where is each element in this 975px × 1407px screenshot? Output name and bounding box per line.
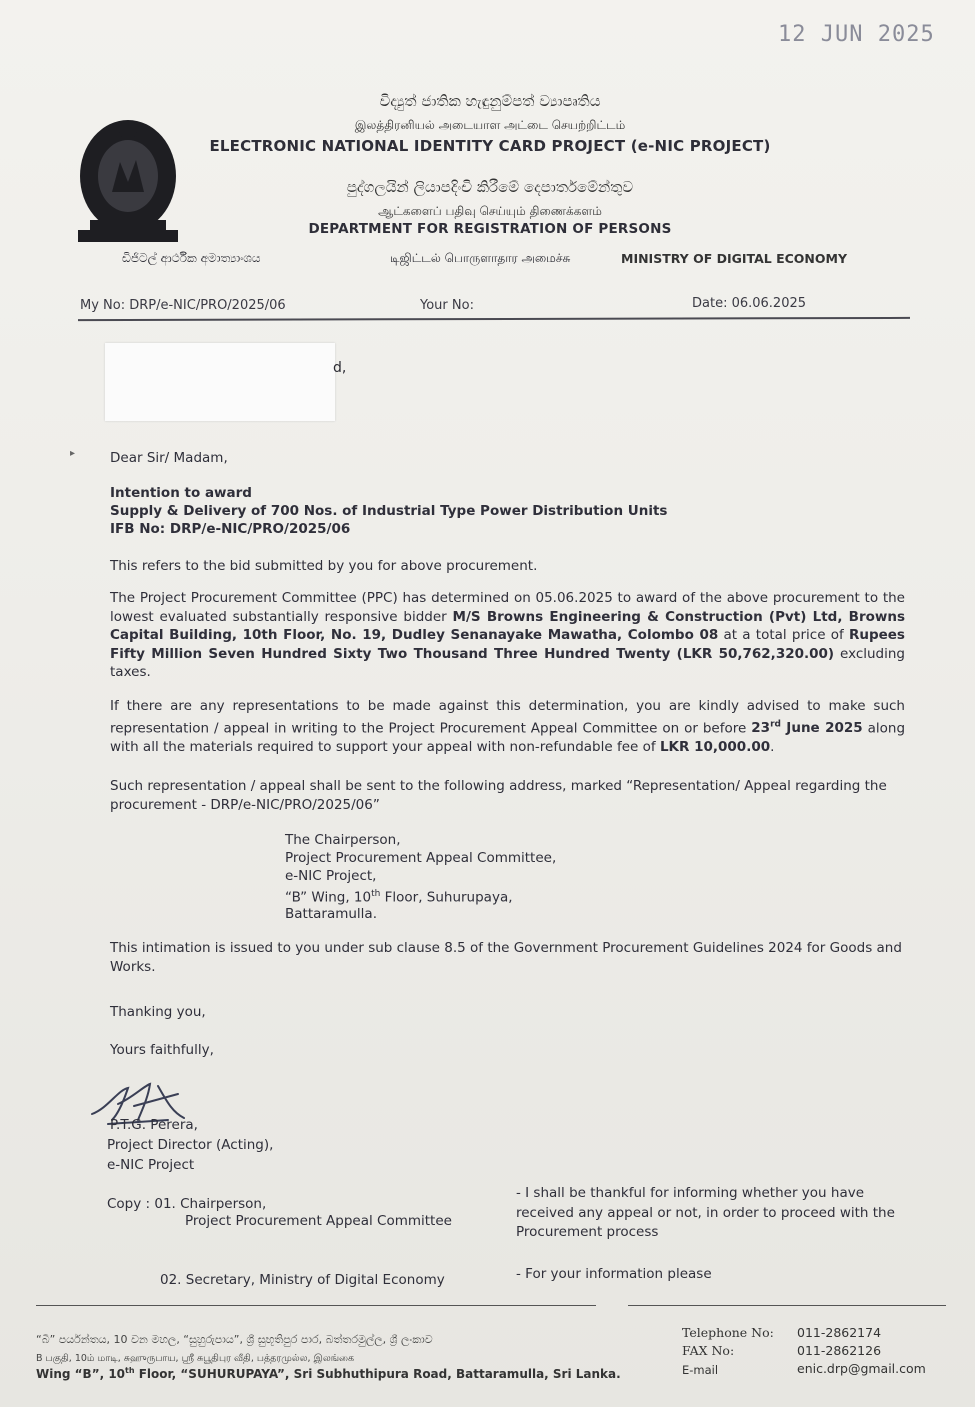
copy-1-note: - I shall be thankful for informing whether you have received any appeal or not, in order to proceed with the Procurement process bbox=[516, 1185, 895, 1240]
award-price: Rupees Fifty Million Seven Hundred Sixty Two Thousand Three Hundred Twenty (LKR 50,762,320.00) bbox=[110, 627, 905, 662]
copy-1-recipient: Project Procurement Appeal Committee bbox=[185, 1213, 452, 1229]
closing-thanks: Thanking you, bbox=[110, 1004, 206, 1020]
addressee-tail: d, bbox=[333, 360, 347, 376]
paragraph-reference: This refers to the bid submitted by you for above procurement. bbox=[110, 558, 538, 574]
department-name-tamil: ஆட்களைப் பதிவு செய்யும் திணைக்களம் bbox=[378, 204, 602, 218]
project-name-sinhala: විද්‍යුත් ජාතික හැඳුනුම්පත් ව්‍යාපෘතිය bbox=[379, 92, 601, 110]
signatory-organization: e-NIC Project bbox=[107, 1157, 195, 1173]
subject-description: Supply & Delivery of 700 Nos. of Industrial Type Power Distribution Units bbox=[110, 503, 668, 519]
award-text-2: at a total price of bbox=[718, 627, 849, 643]
copy-2-note: - For your information please bbox=[516, 1266, 712, 1282]
appeal-address-line-4: “B” Wing, 10th Floor, Suhurupaya, bbox=[285, 889, 513, 906]
footer-address-english: Wing “B”, 10th Floor, “SUHURUPAYA”, Sri Subhuthipura Road, Battaramulla, Sri Lanka. bbox=[36, 1366, 621, 1381]
appeal-text-2: along with all the materials required to support your appeal with non-refundable fee of bbox=[110, 720, 906, 755]
signatory-name: P.T.G. Perera, bbox=[110, 1117, 198, 1133]
letter-date: Date: 06.06.2025 bbox=[692, 296, 807, 311]
your-reference-number: Your No: bbox=[420, 298, 474, 313]
department-name-sinhala: පුද්ගලයින් ලියාපදිංචි කිරීමේ දෙපාර්තමේන්තුව bbox=[346, 178, 634, 196]
footer-divider-left bbox=[36, 1305, 596, 1306]
telephone-label: Telephone No: bbox=[682, 1325, 774, 1340]
fax-label: FAX No: bbox=[682, 1343, 735, 1358]
redacted-addressee bbox=[105, 343, 335, 421]
salutation: Dear Sir/ Madam, bbox=[110, 450, 228, 466]
email-label: E-mail bbox=[682, 1363, 719, 1377]
footer-address-tamil: B பகுதி, 10ம் மாடி, சுஹுருபாய, ஸ்ரீ சுபூதிபுர வீதி, பத்தரமுல்ல, இலங்கை bbox=[36, 1353, 355, 1364]
appeal-deadline: 23rd June 2025 bbox=[751, 719, 863, 736]
fax-number: 011-2862126 bbox=[797, 1343, 882, 1358]
award-text-3: excluding taxes. bbox=[110, 645, 905, 680]
appeal-address-line-2: Project Procurement Appeal Committee, bbox=[285, 850, 557, 866]
footer-address-sinhala: “බී” පර්යන්තය, 10 වන මහල, “සුහුරුපාය”, ශ්‍රී සුභූතිපුර පාර, බත්තරමුල්ල, ශ්‍රී ලංකාව bbox=[36, 1333, 433, 1346]
received-date-stamp: 12 JUN 2025 bbox=[778, 22, 935, 47]
subject-ifb-number: IFB No: DRP/e-NIC/PRO/2025/06 bbox=[110, 521, 351, 537]
appeal-address-line-3: e-NIC Project, bbox=[285, 868, 377, 884]
project-name-tamil: இலத்திரனியல் அடையாள அட்டை செயற்றிட்டம் bbox=[354, 118, 626, 132]
my-reference-number: My No: DRP/e-NIC/PRO/2025/06 bbox=[80, 298, 286, 313]
header-divider bbox=[78, 317, 910, 321]
subject-title: Intention to award bbox=[110, 485, 252, 501]
national-emblem-logo bbox=[68, 112, 188, 244]
ministry-name-tamil: டிஜிட்டல் பொருளாதார அமைச்சு bbox=[390, 251, 571, 265]
copy-2-recipient: 02. Secretary, Ministry of Digital Economy bbox=[160, 1272, 445, 1288]
telephone-number: 011-2862174 bbox=[797, 1325, 882, 1340]
footer-divider-right bbox=[628, 1305, 946, 1306]
punch-mark: ▸ bbox=[70, 448, 76, 459]
paragraph-guidelines-clause: This intimation is issued to you under sub clause 8.5 of the Government Procurement Guidelines 2024 for Goods and Works. bbox=[110, 940, 902, 975]
copy-to-label: Copy : 01. Chairperson, bbox=[107, 1196, 267, 1212]
appeal-address-line-5: Battaramulla. bbox=[285, 906, 377, 922]
appeal-text-1: If there are any representations to be made against this determination, you are kindly advised to make such representation / appeal in writing to the Project Procurement Appeal Committee on or before bbox=[110, 698, 905, 736]
appeal-address-line-1: The Chairperson, bbox=[285, 832, 401, 848]
closing-yours-faithfully: Yours faithfully, bbox=[110, 1042, 214, 1058]
ministry-name-sinhala: ඩිජිටල් ආර්ථික අමාත්‍යාංශය bbox=[122, 251, 261, 265]
award-text-1: The Project Procurement Committee (PPC) has determined on 05.06.2025 to award of the above procurement to the lowest evaluated substantially responsive bidder bbox=[110, 590, 905, 625]
awarded-bidder: M/S Browns Engineering & Construction (Pvt) Ltd, Browns Capital Building, 10th Floor, No. 19, Dudley Senanayake Mawatha, Colombo 08 bbox=[110, 608, 905, 643]
paragraph-award-determination bbox=[110, 589, 905, 682]
appeal-fee: LKR 10,000.00 bbox=[659, 738, 771, 755]
signatory-title: Project Director (Acting), bbox=[107, 1137, 274, 1153]
paragraph-appeal-instructions: If there are any representations to be made against this determination, you are kindly advised to make such representation / appeal in writing to the Project Procurement Appeal Committee on or before 23rd June 2025 along with all the materials required to support your appeal with non-refundable fee of LKR 10,000.00. bbox=[110, 698, 906, 755]
department-name-english: DEPARTMENT FOR REGISTRATION OF PERSONS bbox=[308, 221, 672, 237]
project-name-english: ELECTRONIC NATIONAL IDENTITY CARD PROJECT (e-NIC PROJECT) bbox=[209, 137, 771, 155]
email-address: enic.drp@gmail.com bbox=[797, 1361, 926, 1376]
ministry-name-english: MINISTRY OF DIGITAL ECONOMY bbox=[621, 251, 847, 266]
paragraph-appeal-address-instructions: Such representation / appeal shall be sent to the following address, marked “Representation/ Appeal regarding the procurement - DRP/e-NIC/PRO/2025/06” bbox=[110, 778, 887, 813]
